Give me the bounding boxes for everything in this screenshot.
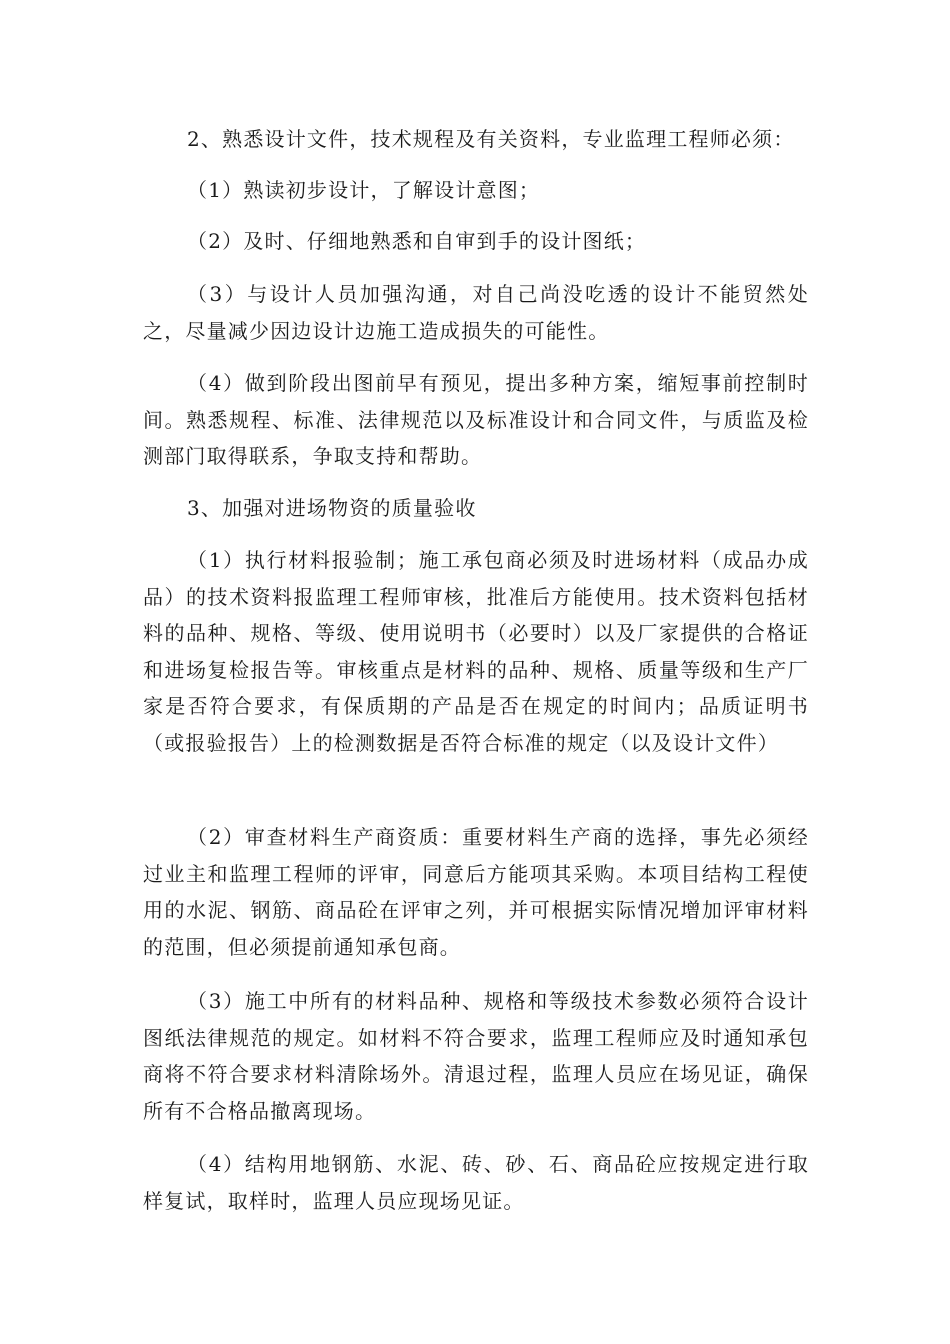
paragraph-2-item-3: （3）与设计人员加强沟通，对自己尚没吃透的设计不能贸然处之，尽量减少因边设计边施工造成损失的可能性。 <box>143 282 809 343</box>
paragraph-3-item-4: （4）结构用地钢筋、水泥、砖、砂、石、商品砼应按规定进行取样复试，取样时，监理人员应现场见证。 <box>143 1152 809 1213</box>
paragraph-3-item-2: （2）审查材料生产商资质：重要材料生产商的选择，事先必须经过业主和监理工程师的评审，同意后方能项其采购。本项目结构工程使用的水泥、钢筋、商品砼在评审之列，并可根据实际情况增加评审材料的范围，但必须提前通知承包商。 <box>143 825 809 959</box>
paragraph-2-item-4: （4）做到阶段出图前早有预见，提出多种方案，缩短事前控制时间。熟悉规程、标准、法律规范以及标准设计和合同文件，与质监及检测部门取得联系，争取支持和帮助。 <box>143 371 809 468</box>
paragraph-3-item-1: （1）执行材料报验制；施工承包商必须及时进场材料（成品办成品）的技术资料报监理工程师审核，批准后方能使用。技术资料包括材料的品种、规格、等级、使用说明书（必要时）以及厂家提供的合格证和进场复检报告等。审核重点是材料的品种、规格、质量等级和生产厂家是否符合要求，有保质期的产品是否在规定的时间内；品质证明书（或报验报告）上的检测数据是否符合标准的规定（以及设计文件） <box>143 548 809 755</box>
paragraph-2-item-2: （2）及时、仔细地熟悉和自审到手的设计图纸； <box>187 229 647 253</box>
paragraph-2-item-1: （1）熟读初步设计，了解设计意图； <box>187 178 541 202</box>
paragraph-section-2-heading: 2、熟悉设计文件，技术规程及有关资料，专业监理工程师必须： <box>187 127 795 151</box>
paragraph-section-3-heading: 3、加强对进场物资的质量验收 <box>187 496 477 520</box>
paragraph-3-item-3: （3）施工中所有的材料品种、规格和等级技术参数必须符合设计图纸法律规范的规定。如材料不符合要求，监理工程师应及时通知承包商将不符合要求材料清除场外。清退过程，监理人员应在场见证，确保所有不合格品撤离现场。 <box>143 989 809 1123</box>
